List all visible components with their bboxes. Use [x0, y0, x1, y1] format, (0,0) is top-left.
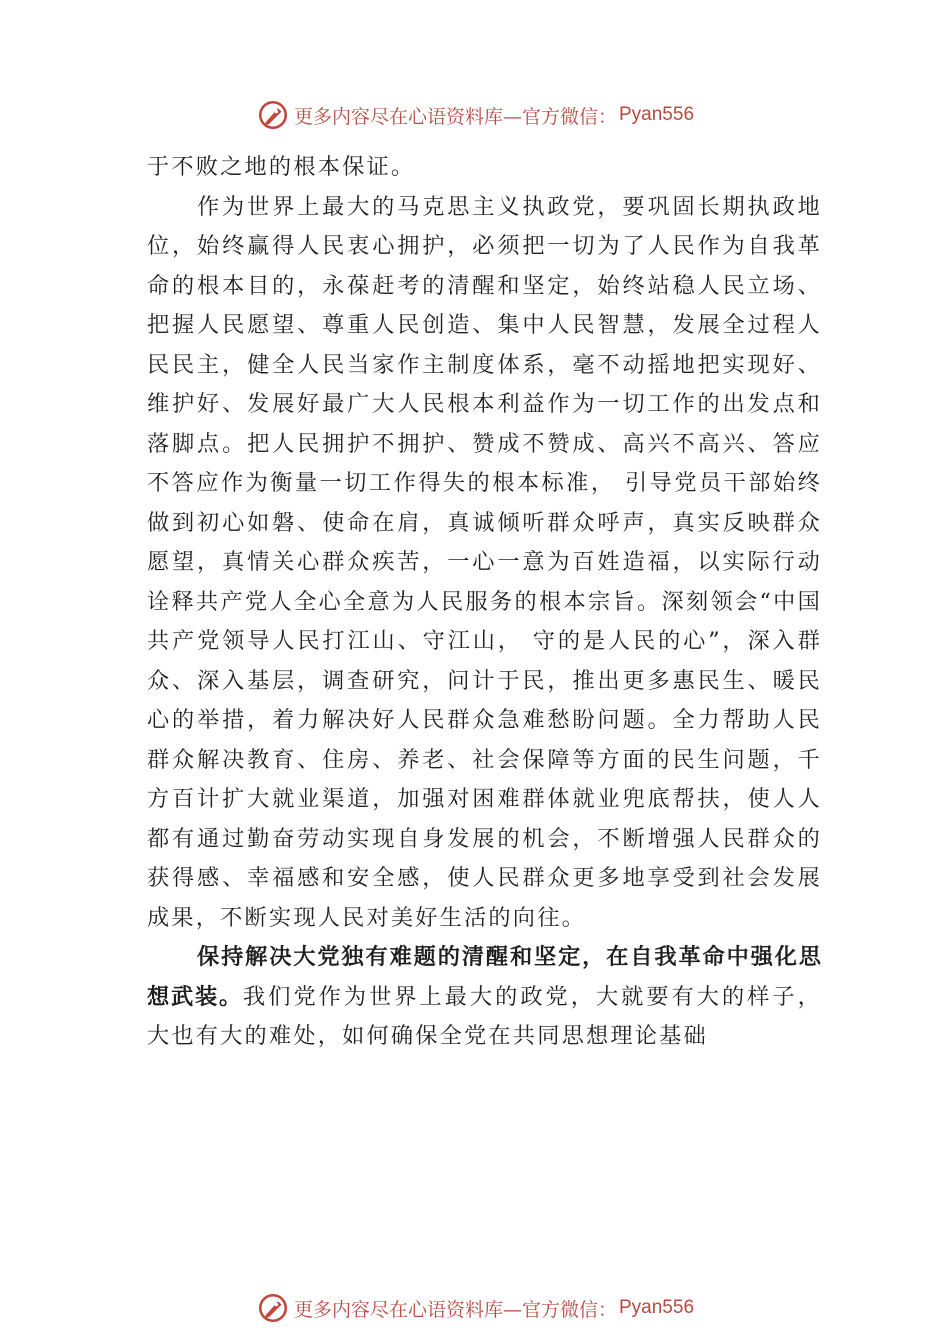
paragraph-3	[147, 938, 822, 1057]
paragraph-3-heading: 保持解决大党独有难题的清醒和坚定，在自我革命中强化思想武装。	[147, 944, 822, 1010]
pen-nib-logo-icon	[256, 98, 290, 132]
paragraph-3-text: 我们党作为世界上最大的政党，大就要有大的样子，大也有大的难处，如何确保全党在共同思想理论基础	[147, 983, 822, 1049]
footer-banner	[0, 1288, 950, 1328]
paragraph-2: 作为世界上最大的马克思主义执政党，要巩固长期执政地位，始终赢得人民衷心拥护，必须把一切为了人民作为自我革命的根本目的，永葆赶考的清醒和坚定，始终站稳人民立场、把握人民愿望、尊重人民创造、集中人民智慧，发展全过程人民民主，健全人民当家作主制度体系，毫不动摇地把实现好、维护好、发展好最广大人民根本利益作为一切工作的出发点和落脚点。把人民拥护不拥护、赞成不赞成、高兴不高兴、答应不答应作为衡量一切工作得失的根本标准， 引导党员干部始终做到初心如磐、使命在肩，真诚倾听群众呼声，真实反映群众愿望，真情关心群众疾苦，一心一意为百姓造福，以实际行动诠释共产党人全心全意为人民服务的根本宗旨。深刻领会“中国共产党领导人民打江山、守江山， 守的是人民的心”，深入群众、深入基层，调查研究，问计于民，推出更多惠民生、暖民心的举措，着力解决好人民群众急难愁盼问题。全力帮助人民群众解决教育、住房、养老、社会保障等方面的民生问题，千方百计扩大就业渠道，加强对困难群体就业兜底帮扶，使人人都有通过勤奋劳动实现自身发展的机会，不断增强人民群众的获得感、幸福感和安全感，使人民群众更多地享受到社会发展成果，不断实现人民对美好生活的向往。	[147, 193, 822, 931]
document-body	[147, 148, 822, 1057]
footer-banner-account: Pyan556	[619, 1297, 695, 1318]
pen-nib-logo-icon	[256, 1291, 290, 1325]
header-banner-account: Pyan556	[619, 104, 695, 125]
paragraph-1: 于不败之地的根本保证。	[147, 154, 416, 180]
header-banner-text: 更多内容尽在心语资料库—官方微信：	[293, 105, 617, 128]
footer-banner-text: 更多内容尽在心语资料库—官方微信：	[293, 1298, 617, 1321]
header-banner	[0, 95, 950, 135]
